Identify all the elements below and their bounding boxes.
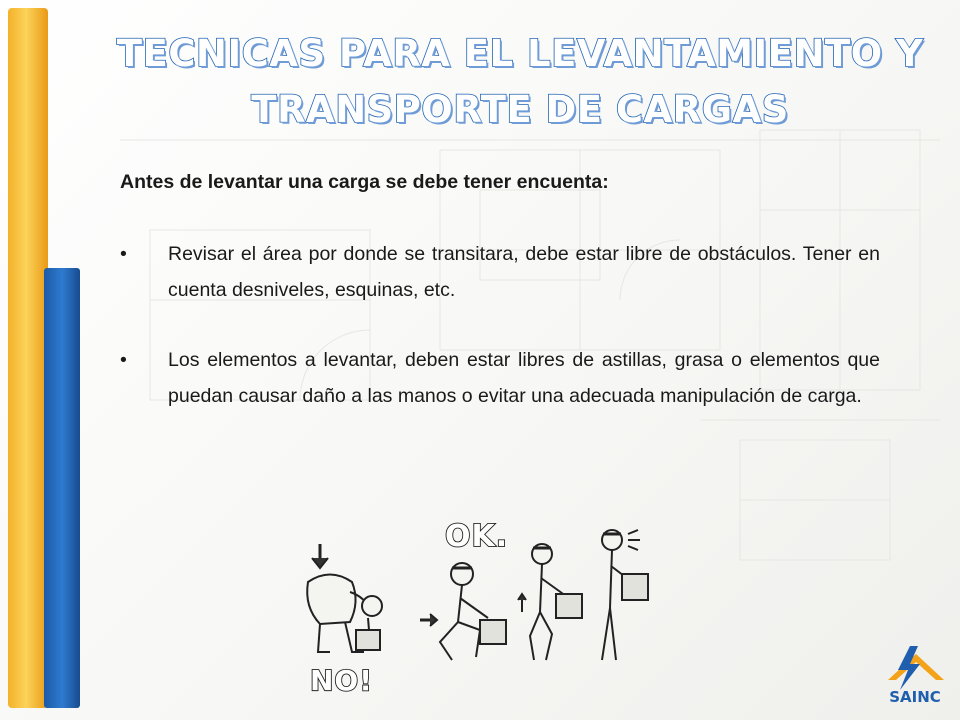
slide-body [120, 166, 880, 448]
bullet-text: Los elementos a levantar, deben estar libres de astillas, grasa o elementos que puedan causar daño a las manos o evitar una adecuada manipulación de carga. [168, 349, 880, 407]
figure-incorrect-lift [307, 544, 382, 652]
ok-label: OK. [445, 519, 509, 554]
logo-lightning-icon [898, 646, 920, 690]
figure-correct-rise [518, 544, 582, 660]
figure-correct-stand [602, 530, 648, 660]
bullet-item [120, 236, 880, 308]
logo-text: SAINC [889, 688, 941, 706]
title-line-1: TECNICAS PARA EL LEVANTAMIENTO Y [116, 32, 924, 75]
no-label: NO! [310, 664, 374, 697]
decorative-orange-bar [8, 8, 48, 708]
title-line-2: TRANSPORTE DE CARGAS [251, 88, 789, 131]
bullet-marker: • [120, 243, 127, 265]
intro-text: Antes de levantar una carga se debe tener encuenta: [120, 171, 609, 193]
sainc-logo [880, 640, 950, 710]
bullet-list [120, 236, 880, 414]
bullet-text: Revisar el área por donde se transitara, debe estar libre de obstáculos. Tener en cuenta desniveles, esquinas, etc. [168, 243, 880, 301]
decorative-blue-bar [44, 268, 80, 708]
slide-title [90, 26, 950, 138]
bullet-marker: • [120, 349, 127, 371]
lifting-technique-illustration [290, 512, 670, 702]
figure-correct-squat [420, 563, 506, 660]
bullet-item [120, 342, 880, 414]
